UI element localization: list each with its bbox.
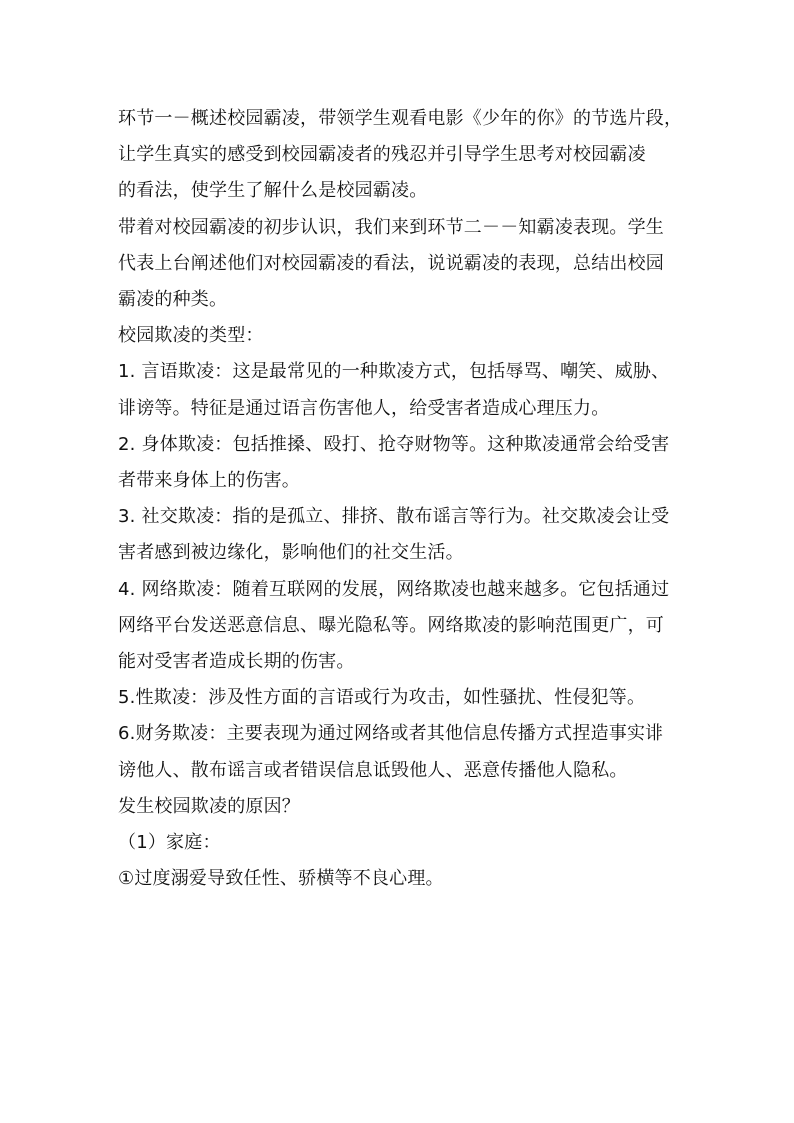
list-item-continuation: 网络平台发送恶意信息、曝光隐私等。网络欺凌的影响范围更广，可 [118, 614, 664, 636]
text-line: 霸凌的种类。 [118, 289, 228, 311]
list-item: 4. 网络欺凌：随着互联网的发展，网络欺凌也越来越多。它包括通过 [118, 578, 670, 600]
list-item: 1. 言语欺凌：这是最常见的一种欺凌方式，包括辱骂、嘲笑、威胁、 [118, 361, 670, 383]
list-item: 2. 身体欺凌：包括推搡、殴打、抢夺财物等。这种欺凌通常会给受害 [118, 433, 670, 455]
section-heading: 发生校园欺凌的原因？ [118, 795, 300, 817]
text-line: 环节一－概述校园霸凌，带领学生观看电影《少年的你》的节选片段， [118, 108, 683, 129]
list-item-continuation: 诽谤等。特征是通过语言伤害他人，给受害者造成心理压力。 [118, 397, 610, 419]
list-item: ①过度溺爱导致任性、骄横等不良心理。 [118, 868, 444, 890]
list-item: 3. 社交欺凌：指的是孤立、排挤、散布谣言等行为。社交欺凌会让受 [118, 506, 670, 528]
section-heading: 校园欺凌的类型： [118, 325, 264, 347]
list-item-continuation: 能对受害者造成长期的伤害。 [118, 651, 355, 673]
list-item: 6.财务欺凌：主要表现为通过网络或者其他信息传播方式捏造事实诽 [118, 723, 664, 745]
text-line: 的看法，使学生了解什么是校园霸凌。 [118, 180, 428, 202]
text-line: 带着对校园霸凌的初步认识，我们来到环节二－－知霸凌表现。学生 [118, 216, 664, 238]
document-body [118, 101, 684, 897]
list-item: 5.性欺凌：涉及性方面的言语或行为攻击，如性骚扰、性侵犯等。 [118, 687, 646, 709]
text-line: 代表上台阐述他们对校园霸凌的看法，说说霸凌的表现，总结出校园 [118, 252, 664, 274]
subsection-heading: （1）家庭： [118, 832, 221, 854]
list-item-continuation: 谤他人、散布谣言或者错误信息诋毁他人、恶意传播他人隐私。 [118, 759, 628, 781]
list-item-continuation: 害者感到被边缘化，影响他们的社交生活。 [118, 542, 464, 564]
text-line: 让学生真实的感受到校园霸凌者的残忍并引导学生思考对校园霸凌 [118, 144, 646, 166]
list-item-continuation: 者带来身体上的伤害。 [118, 470, 300, 492]
